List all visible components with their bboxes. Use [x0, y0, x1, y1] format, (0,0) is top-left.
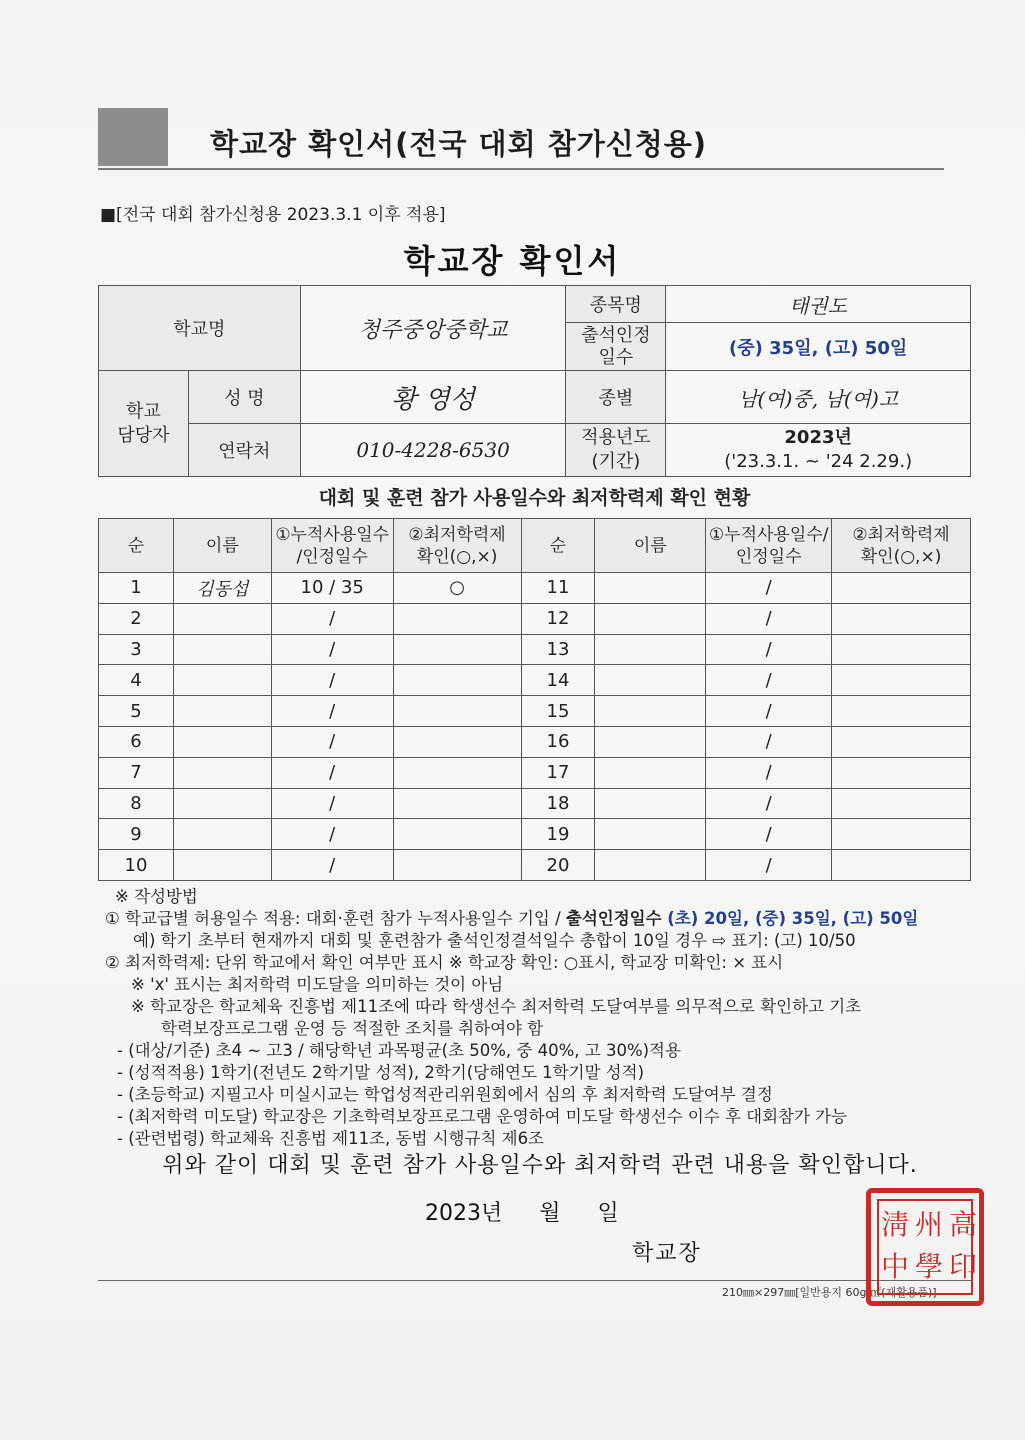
row-no-left[interactable]: 6 [99, 726, 174, 757]
row-name-right[interactable] [595, 757, 706, 788]
school-contact-label: 학교 담당자 [99, 371, 189, 477]
sport-value: 태권도 [666, 286, 971, 323]
person-name-label: 성 명 [188, 371, 300, 424]
row-academic-left[interactable] [393, 603, 521, 634]
col-header-academic: ②최저학력제 확인(○,×) [393, 519, 521, 573]
row-academic-left[interactable]: ○ [393, 573, 521, 604]
header-rule [98, 168, 944, 170]
instruction-target: - (대상/기준) 초4 ~ 고3 / 해당학년 과목평균(초 50%, 중 40%, 고 30%)적용 [117, 1041, 681, 1060]
row-days-right[interactable]: / [706, 634, 832, 665]
row-name-left[interactable] [173, 850, 271, 881]
table-row [99, 850, 971, 881]
row-no-right[interactable]: 15 [521, 696, 595, 727]
row-academic-left[interactable] [393, 696, 521, 727]
row-days-right[interactable]: / [706, 726, 832, 757]
col-header-academic-2: ②최저학력제 확인(○,×) [832, 519, 971, 573]
row-name-left[interactable] [173, 665, 271, 696]
gender-value: 남(여)중, 남(여)고 [666, 371, 971, 424]
header-gray-block [98, 108, 168, 166]
attendance-days-value: (중) 35일, (고) 50일 [666, 323, 971, 371]
row-no-right[interactable]: 19 [521, 819, 595, 850]
confirmation-statement: 위와 같이 대회 및 훈련 참가 사용일수와 최저학력 관련 내용을 확인합니다. [162, 1153, 918, 1178]
col-header-no-2: 순 [521, 519, 595, 573]
row-academic-right[interactable] [832, 757, 971, 788]
instruction-2-note-1: ※ 'x' 표시는 최저학력 미도달을 의미하는 것이 아님 [131, 975, 504, 994]
row-days-left[interactable]: / [271, 665, 393, 696]
row-days-right[interactable]: / [706, 757, 832, 788]
row-name-left[interactable] [173, 726, 271, 757]
table-row [99, 573, 971, 604]
header-title: 학교장 확인서(전국 대회 참가신청용) [210, 127, 708, 161]
row-name-left[interactable] [173, 819, 271, 850]
roster-section-title: 대회 및 훈련 참가 사용일수와 최저학력제 확인 현황 [318, 487, 751, 509]
table-row [99, 696, 971, 727]
header-band [98, 108, 944, 170]
row-name-left[interactable] [173, 603, 271, 634]
official-seal: 淸 州 高 中 學 印 [866, 1188, 984, 1306]
row-no-right[interactable]: 11 [521, 573, 595, 604]
row-academic-left[interactable] [393, 726, 521, 757]
row-no-right[interactable]: 18 [521, 788, 595, 819]
instruction-elementary: - (초등학교) 지필고사 미실시교는 학업성적관리위원회에서 심의 후 최저학력 도달여부 결정 [117, 1085, 773, 1104]
row-name-right[interactable] [595, 788, 706, 819]
col-header-no: 순 [99, 519, 174, 573]
year-value: 2023년 ('23.3.1. ~ '24 2.29.) [666, 424, 971, 477]
row-academic-right[interactable] [832, 696, 971, 727]
row-no-right[interactable]: 14 [521, 665, 595, 696]
row-no-left[interactable]: 10 [99, 850, 174, 881]
row-academic-left[interactable] [393, 788, 521, 819]
instruction-2-note-2b: 학력보장프로그램 운영 등 적절한 조치를 취하여야 함 [161, 1019, 544, 1038]
row-days-left[interactable]: / [271, 726, 393, 757]
row-days-right[interactable]: / [706, 603, 832, 634]
paper-size-note: 210㎜×297㎜[일반용지 60g/㎡(재활용품)] [722, 1286, 937, 1299]
row-days-right[interactable]: / [706, 573, 832, 604]
row-days-right[interactable]: / [706, 819, 832, 850]
col-header-days: ①누적사용일수 /인정일수 [271, 519, 393, 573]
table-row [99, 726, 971, 757]
table-row [99, 757, 971, 788]
row-academic-right[interactable] [832, 665, 971, 696]
roster-table [98, 518, 971, 881]
instruction-2-note-2: ※ 학교장은 학교체육 진흥법 제11조에 따라 학생선수 최저학력 도달여부를 의무적으로 확인하고 기초 [131, 997, 862, 1016]
row-name-right[interactable] [595, 603, 706, 634]
row-days-left[interactable]: / [271, 696, 393, 727]
row-name-right[interactable] [595, 573, 706, 604]
footer-rule [98, 1280, 971, 1281]
attendance-days-label: 출석인정 일수 [566, 323, 666, 371]
row-academic-right[interactable] [832, 634, 971, 665]
row-no-right[interactable]: 13 [521, 634, 595, 665]
table-row [99, 788, 971, 819]
roster-header-row [99, 519, 971, 573]
instructions [105, 886, 975, 1150]
row-days-right[interactable]: / [706, 696, 832, 727]
info-table [98, 285, 971, 477]
row-name-left[interactable]: 김동섭 [173, 573, 271, 604]
row-academic-right[interactable] [832, 603, 971, 634]
instruction-laws: - (관련법령) 학교체육 진흥법 제11조, 동법 시행규칙 제6조 [117, 1129, 544, 1148]
row-academic-left[interactable] [393, 850, 521, 881]
signing-date: 2023년 월 일 [425, 1201, 619, 1226]
row-academic-right[interactable] [832, 819, 971, 850]
row-days-left[interactable]: / [271, 634, 393, 665]
row-no-right[interactable]: 12 [521, 603, 595, 634]
row-days-left[interactable]: / [271, 603, 393, 634]
phone-value: 010-4228-6530 [300, 424, 566, 477]
instruction-1: ① 학교급별 허용일수 적용: 대회·훈련 참가 누적사용일수 기입 / 출석인정일수 (초) 20일, (중) 35일, (고) 50일 [105, 909, 919, 928]
document-title: 학교장 확인서 [403, 242, 622, 280]
row-name-right[interactable] [595, 665, 706, 696]
row-days-left[interactable]: / [271, 757, 393, 788]
row-no-left[interactable]: 4 [99, 665, 174, 696]
row-name-left[interactable] [173, 634, 271, 665]
gender-label: 종별 [566, 371, 666, 424]
table-row [99, 634, 971, 665]
person-name-value: 황 영성 [300, 371, 566, 424]
phone-label: 연락처 [188, 424, 300, 477]
school-name-label: 학교명 [99, 286, 301, 371]
instruction-grades: - (성적적용) 1학기(전년도 2학기말 성적), 2학기(당해연도 1학기말 성적) [117, 1063, 645, 1082]
row-no-left[interactable]: 9 [99, 819, 174, 850]
year-label: 적용년도 (기간) [566, 424, 666, 477]
row-name-left[interactable] [173, 696, 271, 727]
row-no-right[interactable]: 20 [521, 850, 595, 881]
applicability-notice: ■[전국 대회 참가신청용 2023.3.1 이후 적용] [100, 205, 446, 225]
instruction-1-example: 예) 학기 초부터 현재까지 대회 및 훈련참가 출석인정결석일수 총합이 10일 경우 ⇨ 표기: (고) 10/50 [133, 931, 856, 950]
instruction-below-standard: - (최저학력 미도달) 학교장은 기초학력보장프로그램 운영하여 미도달 학생선수 이수 후 대회참가 가능 [117, 1107, 848, 1126]
row-name-left[interactable] [173, 788, 271, 819]
row-academic-left[interactable] [393, 757, 521, 788]
row-academic-right[interactable] [832, 573, 971, 604]
row-academic-left[interactable] [393, 819, 521, 850]
col-header-name-2: 이름 [595, 519, 706, 573]
row-academic-right[interactable] [832, 726, 971, 757]
row-no-left[interactable]: 5 [99, 696, 174, 727]
row-no-left[interactable]: 8 [99, 788, 174, 819]
row-no-right[interactable]: 17 [521, 757, 595, 788]
row-no-right[interactable]: 16 [521, 726, 595, 757]
row-academic-left[interactable] [393, 634, 521, 665]
row-name-right[interactable] [595, 696, 706, 727]
table-row [99, 665, 971, 696]
row-name-right[interactable] [595, 726, 706, 757]
row-academic-left[interactable] [393, 665, 521, 696]
row-no-left[interactable]: 1 [99, 573, 174, 604]
row-no-left[interactable]: 3 [99, 634, 174, 665]
sport-label: 종목명 [566, 286, 666, 323]
row-name-right[interactable] [595, 634, 706, 665]
row-days-right[interactable]: / [706, 850, 832, 881]
instructions-heading: ※ 작성방법 [115, 887, 198, 906]
row-name-right[interactable] [595, 850, 706, 881]
row-days-left[interactable]: 10 / 35 [271, 573, 393, 604]
row-no-left[interactable]: 2 [99, 603, 174, 634]
row-no-left[interactable]: 7 [99, 757, 174, 788]
row-academic-right[interactable] [832, 850, 971, 881]
row-days-left[interactable]: / [271, 850, 393, 881]
row-name-right[interactable] [595, 819, 706, 850]
instruction-2: ② 최저학력제: 단위 학교에서 확인 여부만 표시 ※ 학교장 확인: ○표시, 학교장 미확인: × 표시 [105, 953, 784, 972]
row-days-left[interactable]: / [271, 819, 393, 850]
principal-signature-line: 학교장 [632, 1241, 702, 1266]
col-header-days-2: ①누적사용일수/ 인정일수 [706, 519, 832, 573]
row-academic-right[interactable] [832, 788, 971, 819]
row-name-left[interactable] [173, 757, 271, 788]
row-days-left[interactable]: / [271, 788, 393, 819]
row-days-right[interactable]: / [706, 665, 832, 696]
col-header-name: 이름 [173, 519, 271, 573]
table-row [99, 603, 971, 634]
table-row [99, 819, 971, 850]
school-name-value: 청주중앙중학교 [300, 286, 566, 371]
row-days-right[interactable]: / [706, 788, 832, 819]
